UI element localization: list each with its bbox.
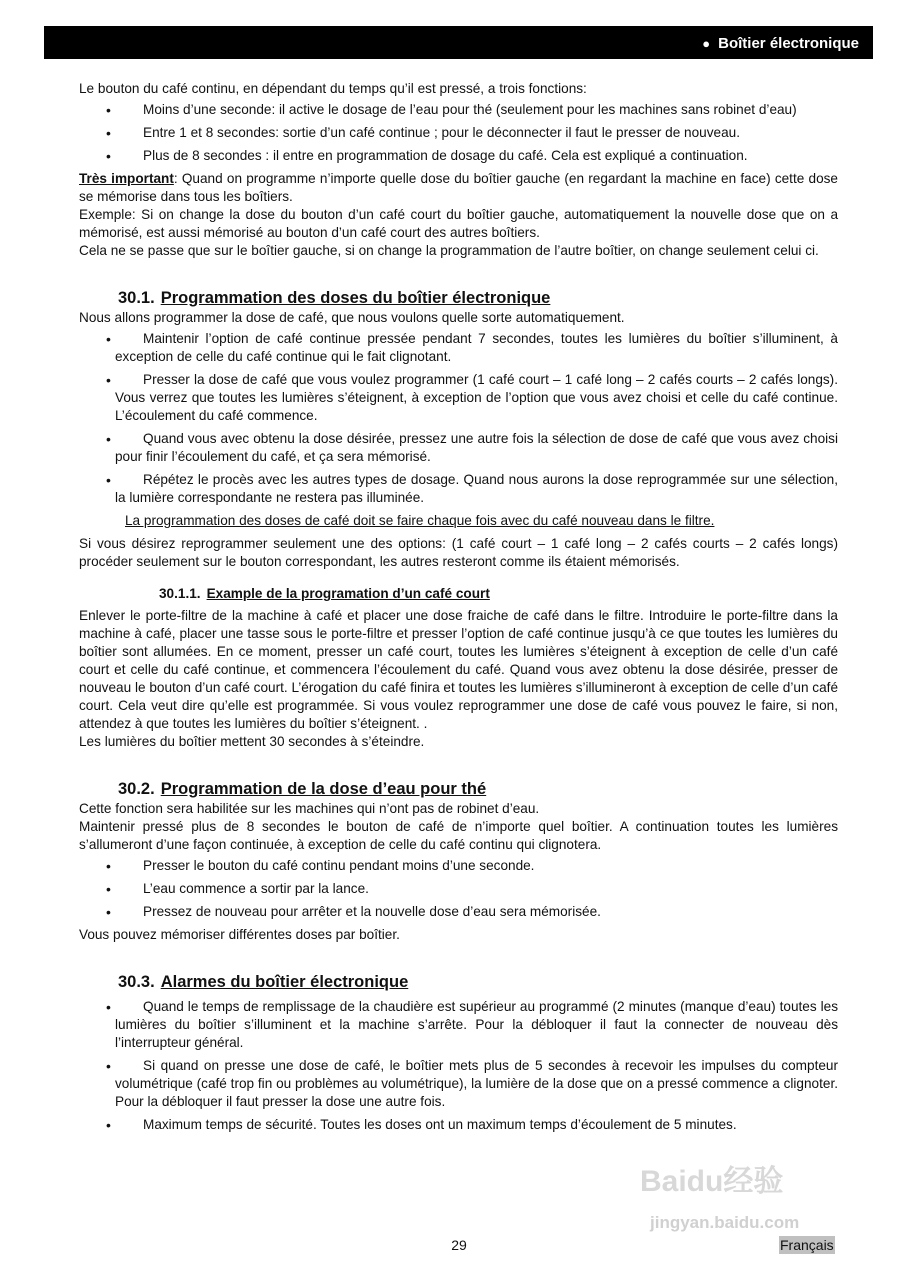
list-item: • Entre 1 et 8 secondes: sortie d’un café continue ; pour le déconnecter il faut le presser de nouveau.: [79, 124, 838, 142]
list-item: • Répétez le procès avec les autres types de dosage. Quand nous aurons la dose reprogrammée sur une sélection, la lumière correspondante ne restera pas illuminée.: [79, 471, 838, 507]
section-30-1-after: Si vous désirez reprogrammer seulement une des options: (1 café court – 1 café long – 2 cafés courts – 2 cafés longs) procéder seulement sur le bouton correspondant, les autres resteront comme ils étaient mémorisés.: [79, 536, 838, 569]
list-item: • Maximum temps de sécurité. Toutes les doses ont un maximum temps d’écoulement de 5 minutes.: [79, 1116, 838, 1134]
watermark-logo: Baidu经验: [640, 1165, 784, 1198]
header-title-text: Boîtier électronique: [718, 35, 859, 52]
list-item: • Maintenir l’option de café continue pressée pendant 7 secondes, toutes les lumières du boîtier s’illuminent, à exception de celle du café continue qui le fait clignotant.: [79, 330, 838, 366]
section-heading-30-1: [79, 288, 838, 308]
important-paragraph: [79, 170, 838, 206]
list-item: • Pressez de nouveau pour arrêter et la nouvelle dose d’eau sera mémorisée.: [79, 903, 838, 921]
section-title: Programmation des doses du boîtier électronique: [160, 289, 551, 307]
section-30-1-1-timeout: Les lumières du boîtier mettent 30 secondes à s’éteindre.: [79, 734, 425, 749]
list-item: • Quand le temps de remplissage de la chaudière est supérieur au programmé (2 minutes (manque d’eau) toutes les lumières du boîtier s’illuminent et la machine s’arrête. Pour la débloquer il faut la connecter de nouveau dès l’interrupteur général.: [79, 998, 838, 1052]
section-number: 30.1.1.: [159, 586, 201, 601]
header-title: ● Boîtier électronique: [702, 35, 859, 52]
section-title: Programmation de la dose d’eau pour thé: [160, 780, 487, 798]
section-30-2-intro2: Maintenir pressé plus de 8 secondes le bouton de café de n’importe quel boîtier. A continuation toutes les lumières s’allumeront d’une façon continuée, à exception de celle du café continu qui clignotera.: [79, 819, 838, 852]
page-content: [79, 80, 838, 1139]
section-30-1-intro: Nous allons programmer la dose de café, que nous voulons quelle sorte automatiquement.: [79, 310, 625, 325]
section-30-1-note: La programmation des doses de café doit se faire chaque fois avec du café nouveau dans le filtre.: [125, 513, 715, 528]
intro-text: Le bouton du café continu, en dépendant du temps qu’il est pressé, a trois fonctions:: [79, 81, 587, 96]
footer-language: Français: [780, 1237, 834, 1253]
section-heading-30-1-1: [79, 585, 838, 603]
list-item: • Quand vous avec obtenu la dose désirée, pressez une autre fois la sélection de dose de café que vous avez choisi pour finir l’écoulement du café, et ça sera mémorisé.: [79, 430, 838, 466]
list-item: • Si quand on presse une dose de café, le boîtier mets plus de 5 secondes à recevoir les impulses du compteur volumétrique (café trop fin ou problèmes au volumétrique), la lumière de la dose que on a pressé commence a clignoter. Pour la débloquer il faut presser la dose une autre fois.: [79, 1057, 838, 1111]
important-label: Très important: [79, 171, 174, 186]
list-item: • Presser la dose de café que vous voulez programmer (1 café court – 1 café long – 2 cafés courts – 2 cafés longs). Vous verrez que toutes les lumières s’éteignent, à exception de l’option que vous avez choisi et celle du café continue. L’écoulement du café commence.: [79, 371, 838, 425]
section-30-1-1-text: Enlever le porte-filtre de la machine à café et placer une dose fraiche de café dans le filtre. Introduire le porte-filtre dans la machine à café, placer une tasse sous le porte-filtre et presser l’option de café continue jusqu’à ce que toutes les lumières du boîtier sont allumées. En ce moment, presser un café court, toutes les lumières s’éteignent à exception de celle d’un café court et celle du café continue, et commencera l’écoulement du café. Quand vous avez obtenu la dose désirée, presser de nouveau le bouton d’un café court. L’érogation du café finira et toutes les lumières s’illumineront à exception de celle d’un café court. Cela veut dire qu’elle est programmée. Si vous voulez reprogrammer une dose de café vous pouvez le faire, si non, attendez à que toutes les lumières du boîtier s’éteignent. .: [79, 608, 838, 731]
section-30-2-intro1: Cette fonction sera habilitée sur les machines qui n’ont pas de robinet d’eau.: [79, 801, 540, 816]
example-paragraph: Exemple: Si on change la dose du bouton d’un café court du boîtier gauche, automatiquement la nouvelle dose que on a mémorisé, est aussi mémorisé au bouton d’un café court des autres boîtiers.: [79, 207, 838, 240]
section-number: 30.1.: [118, 289, 155, 307]
section-30-1-bullets: [79, 330, 838, 507]
left-only-paragraph: Cela ne se passe que sur le boîtier gauche, si on change la programmation de l’autre boîtier, on change seulement celui ci.: [79, 243, 819, 258]
section-30-2-after: Vous pouvez mémoriser différentes doses par boîtier.: [79, 927, 400, 942]
header-bar: [44, 26, 873, 59]
section-30-2-bullets: [79, 857, 838, 921]
section-number: 30.3.: [118, 973, 155, 991]
list-item: • Presser le bouton du café continu pendant moins d’une seconde.: [79, 857, 838, 875]
page-number: 29: [451, 1237, 467, 1253]
section-title: Example de la programation d’un café court: [206, 586, 490, 601]
section-title: Alarmes du boîtier électronique: [160, 973, 409, 991]
list-item: • L’eau commence a sortir par la lance.: [79, 880, 838, 898]
important-text: : Quand on programme n’importe quelle dose du boîtier gauche (en regardant la machine en face) cette dose se mémorise dans tous les boîtiers.: [79, 171, 838, 204]
section-heading-30-3: [79, 972, 838, 992]
watermark-url: jingyan.baidu.com: [650, 1213, 800, 1232]
list-item: • Plus de 8 secondes : il entre en programmation de dosage du café. Cela est expliqué a continuation.: [79, 147, 838, 165]
section-heading-30-2: [79, 779, 838, 799]
intro-bullets: [79, 101, 838, 165]
section-number: 30.2.: [118, 780, 155, 798]
list-item: • Moins d’une seconde: il active le dosage de l’eau pour thé (seulement pour les machines sans robinet d’eau): [79, 101, 838, 119]
section-30-3-bullets: [79, 998, 838, 1134]
